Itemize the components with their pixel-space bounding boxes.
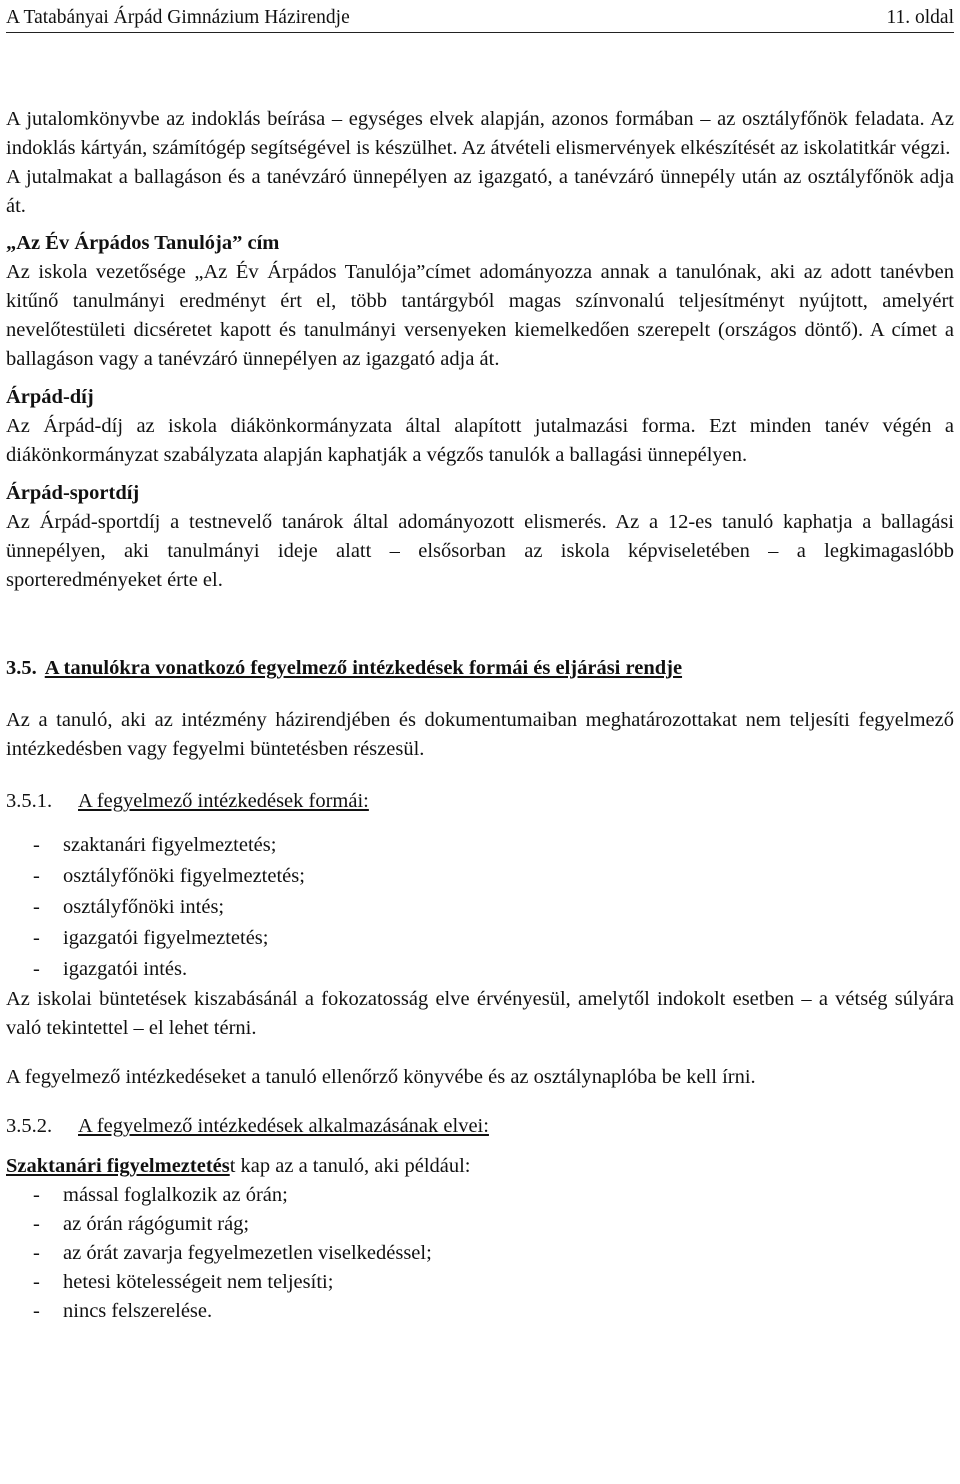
document-body [6, 105, 954, 1326]
section-title: A tanulókra vonatkozó fegyelmező intézkedések formái és eljárási rendje [44, 657, 683, 679]
header-page-number: 11. oldal [886, 7, 954, 28]
heading-ev-arpados: „Az Év Árpádos Tanulója” cím [6, 232, 280, 254]
subsection-3-5-2-heading [6, 1112, 954, 1141]
list-item: - nincs felszerelése. [33, 1300, 213, 1322]
disciplinary-forms-list [6, 830, 954, 985]
section-intro: Az a tanuló, aki az intézmény házirendjében és dokumentumaiban meghatározottakat nem teljesíti fegyelmező intézkedésben vagy fegyelmi büntetésben részesül. [6, 709, 954, 760]
section-number: 3.5. [6, 657, 37, 679]
list-item: - osztályfőnöki figyelmeztetés; [33, 865, 305, 887]
heading-arpad-dij: Árpád-díj [6, 386, 94, 408]
paragraph-reward-book: A jutalomkönyvbe az indoklás beírása – egységes elvek alapján, azonos formában – az osztályfőnök feladata. Az indoklás kártyán, számítógép segítségével is készülhet. Az átvételi elismervények elkészítését az iskolatitkár végzi. [6, 108, 954, 159]
teacher-warning-rest: t kap az a tanuló, aki például: [229, 1155, 471, 1177]
subsection-title: A fegyelmező intézkedések alkalmazásának elvei: [78, 1115, 489, 1137]
list-item: - igazgatói intés. [33, 958, 188, 980]
list-item: - igazgatói figyelmeztetés; [33, 927, 269, 949]
subsection-title: A fegyelmező intézkedések formái: [78, 790, 369, 812]
section-heading [6, 654, 954, 683]
teacher-warning-list [6, 1181, 954, 1326]
teacher-warning-term: Szaktanári figyelmeztetés [6, 1155, 230, 1177]
header-title: A Tatabányai Árpád Gimnázium Házirendje [6, 7, 350, 28]
list-item: - az órát zavarja fegyelmezetlen viselkedéssel; [33, 1242, 432, 1264]
list-item: - osztályfőnöki intés; [33, 896, 225, 918]
paragraph-arpad-sportdij: Az Árpád-sportdíj a testnevelő tanárok által adományozott elismerés. Az a 12-es tanuló kaphatja a ballagási ünnepélyen, aki tanulmányi ideje alatt – elsősorban az iskola képviseletében – a legkimagaslóbb sporteredményeket érte el. [6, 511, 954, 591]
paragraph-reward-handover: A jutalmakat a ballagáson és a tanévzáró ünnepélyen az igazgató, a tanévzáró ünnepély után az osztályfőnök adja át. [6, 166, 954, 217]
subsection-number: 3.5.2. [6, 1115, 53, 1137]
subsection-3-5-1-heading [6, 787, 954, 816]
heading-arpad-sportdij: Árpád-sportdíj [6, 482, 140, 504]
paragraph-gradualism: Az iskolai büntetések kiszabásánál a fokozatosság elve érvényesül, amelytől indokolt esetben – a vétség súlyára való tekintettel – el lehet térni. [6, 988, 954, 1039]
list-item: - szaktanári figyelmeztetés; [33, 834, 277, 856]
paragraph-record-entries: A fegyelmező intézkedéseket a tanuló ellenőrző könyvébe és az osztálynaplóba be kell írni. [6, 1066, 756, 1088]
paragraph-ev-arpados: Az iskola vezetősége „Az Év Árpádos Tanulója”címet adományozza annak a tanulónak, aki az adott tanévben kitűnő tanulmányi eredményt ért el, több tantárgyból magas színvonalú teljesítményt nyújtott, amelyért nevelőtestületi dicséretet kapott és tanulmányi versenyeken kiemelkedően szerepelt (országos döntő). A címet a ballagáson vagy a tanévzáró ünnepélyen az igazgató adja át. [6, 261, 954, 370]
page-header [6, 6, 954, 33]
list-item: - hetesi kötelességeit nem teljesíti; [33, 1271, 334, 1293]
paragraph-teacher-warning-lead [6, 1152, 954, 1181]
subsection-number: 3.5.1. [6, 790, 53, 812]
paragraph-arpad-dij: Az Árpád-díj az iskola diákönkormányzata által alapított jutalmazási forma. Ezt minden tanév végén a diákönkormányzat szabályzata alapján kaphatják a végzős tanulók a ballagási ünnepélyen. [6, 415, 954, 466]
list-item: - mással foglalkozik az órán; [33, 1184, 288, 1206]
list-item: - az órán rágógumit rág; [33, 1213, 250, 1235]
